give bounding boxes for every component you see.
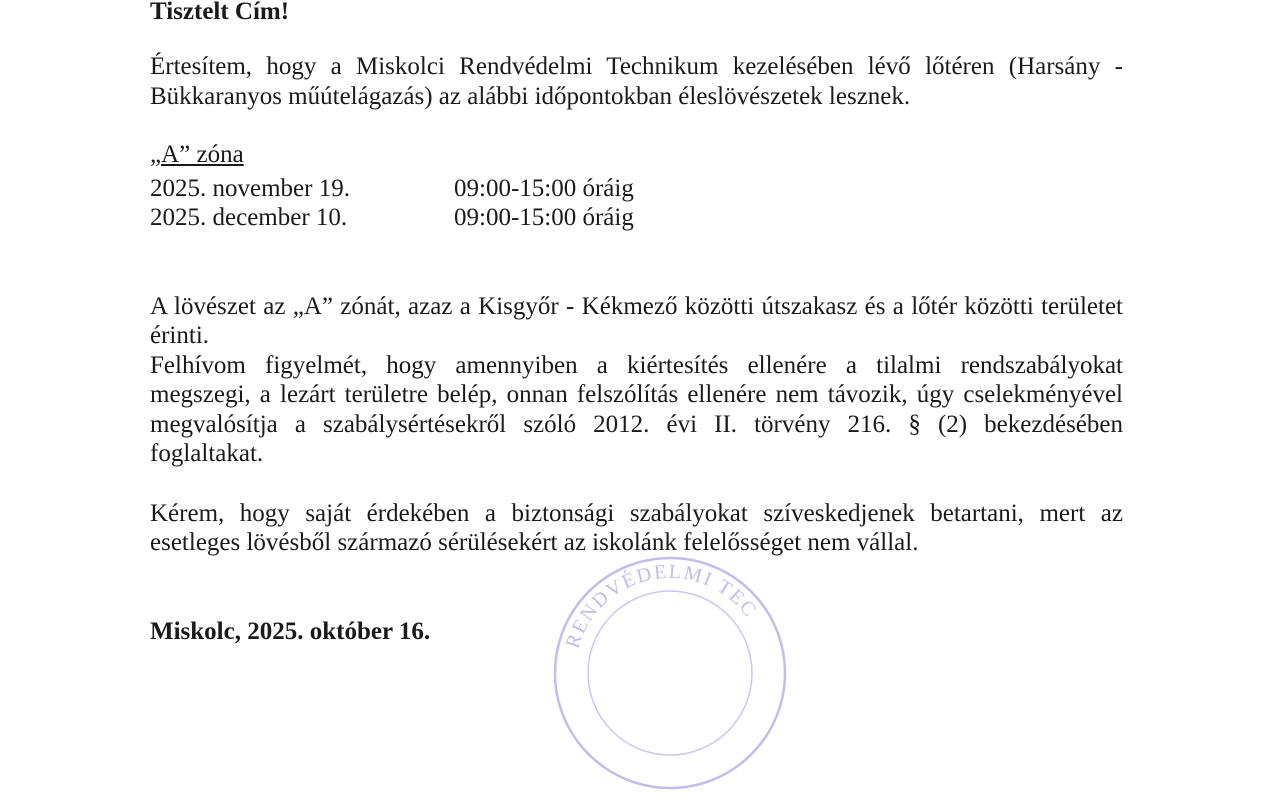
warning-line: megszegi, a lezárt területre belép, onnan felszólítás ellenére nem távozik, úgy cselekményével: [150, 381, 1123, 408]
warning-line: megvalósítja a szabálysértésekről szóló 2012. évi II. törvény 216. § (2) bekezdésében: [150, 411, 1123, 438]
warning-line: Felhívom figyelmét, hogy amennyiben a kiértesítés ellenére a tilalmi rendszabályokat: [150, 352, 1123, 379]
warning-line: A lövészet az „A” zónát, azaz a Kisgyőr - Kékmező közötti útszakasz és a lőtér közötti területet: [150, 293, 1123, 320]
zone-title: „A” zóna: [150, 141, 244, 168]
request-line: esetleges lövésből származó sérülésekért az iskolánk felelősséget nem vállal.: [150, 529, 919, 556]
warning-line: érinti.: [150, 322, 210, 349]
warning-line: foglaltakat.: [150, 440, 264, 467]
schedule-date: 2025. december 10.: [150, 204, 348, 231]
intro-line: Bükkaranyos műútelágazás) az alábbi időpontokban éleslövészetek lesznek.: [150, 83, 911, 110]
schedule-row: [150, 203, 1123, 232]
svg-text:RENDVÉDELMI TEC: RENDVÉDELMI TEC: [561, 560, 762, 651]
schedule-date: 2025. november 19.: [150, 175, 350, 202]
intro-line: Értesítem, hogy a Miskolci Rendvédelmi Technikum kezelésében lévő lőtéren (Harsány -: [150, 53, 1123, 80]
schedule-time: 09:00-15:00 óráig: [454, 175, 634, 202]
request-line: Kérem, hogy saját érdekében a biztonsági szabályokat szíveskedjenek betartani, mert az: [150, 500, 1123, 527]
salutation: Tisztelt Cím!: [150, 0, 290, 25]
schedule-row: [150, 174, 1123, 203]
official-stamp: [545, 548, 795, 798]
schedule-time: 09:00-15:00 óráig: [454, 204, 634, 231]
place-date: Miskolc, 2025. október 16.: [150, 618, 431, 645]
